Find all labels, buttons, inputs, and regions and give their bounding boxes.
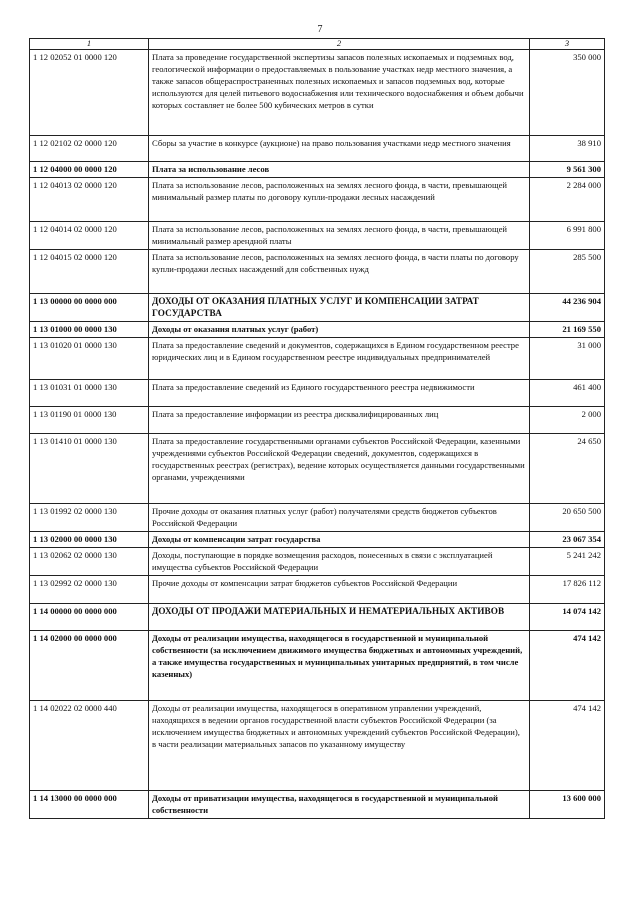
row-name-cell: Прочие доходы от компенсации затрат бюджетов субъектов Российской Федерации — [149, 576, 530, 604]
table-row — [30, 604, 605, 631]
row-sum-cell: 2 000 — [530, 407, 605, 434]
table-row — [30, 631, 605, 701]
table-row — [30, 407, 605, 434]
table-row — [30, 294, 605, 322]
table-row — [30, 338, 605, 380]
row-code-cell: 1 12 04000 00 0000 120 — [30, 162, 149, 178]
row-name-cell: ДОХОДЫ ОТ ОКАЗАНИЯ ПЛАТНЫХ УСЛУГ И КОМПЕНСАЦИИ ЗАТРАТ ГОСУДАРСТВА — [149, 294, 530, 322]
row-name-cell: Доходы от оказания платных услуг (работ) — [149, 322, 530, 338]
table-row — [30, 322, 605, 338]
row-name-cell: Плата за использование лесов, расположенных на землях лесного фонда, в части, превышающей минимальный размер арендной платы — [149, 222, 530, 250]
table-row — [30, 576, 605, 604]
row-code-cell: 1 13 02992 02 0000 130 — [30, 576, 149, 604]
row-name-cell: Плата за использование лесов, расположенных на землях лесного фонда, в части платы по договору купли-продажи лесных насаждений для собственных нужд — [149, 250, 530, 294]
row-sum-cell: 14 074 142 — [530, 604, 605, 631]
row-code-cell: 1 12 02102 02 0000 120 — [30, 136, 149, 162]
row-code-cell: 1 13 01410 01 0000 130 — [30, 434, 149, 504]
row-code-cell: 1 13 00000 00 0000 000 — [30, 294, 149, 322]
table-row — [30, 532, 605, 548]
row-sum-cell: 44 236 904 — [530, 294, 605, 322]
row-code-cell: 1 13 01000 00 0000 130 — [30, 322, 149, 338]
row-name-cell: Доходы, поступающие в порядке возмещения расходов, понесенных в связи с эксплуатацией имущества субъектов Российской Федерации — [149, 548, 530, 576]
row-name-cell: Прочие доходы от оказания платных услуг (работ) получателями средств бюджетов субъектов Российской Федерации — [149, 504, 530, 532]
column-number-name: 2 — [149, 39, 530, 50]
table-row — [30, 434, 605, 504]
row-sum-cell: 2 284 000 — [530, 178, 605, 222]
column-number-header-row — [30, 39, 605, 50]
table-row — [30, 136, 605, 162]
row-code-cell: 1 12 04013 02 0000 120 — [30, 178, 149, 222]
row-sum-cell: 20 650 500 — [530, 504, 605, 532]
row-code-cell: 1 13 01992 02 0000 130 — [30, 504, 149, 532]
row-code-cell: 1 13 01190 01 0000 130 — [30, 407, 149, 434]
row-code-cell: 1 14 13000 00 0000 000 — [30, 791, 149, 819]
row-name-cell: Плата за использование лесов, расположенных на землях лесного фонда, в части, превышающей минимальный размер платы по договору купли-продажи лесных насаждений — [149, 178, 530, 222]
table-row — [30, 250, 605, 294]
row-sum-cell: 17 826 112 — [530, 576, 605, 604]
row-sum-cell: 285 500 — [530, 250, 605, 294]
table-row — [30, 222, 605, 250]
row-sum-cell: 24 650 — [530, 434, 605, 504]
table-row — [30, 548, 605, 576]
row-sum-cell: 6 991 800 — [530, 222, 605, 250]
row-code-cell: 1 12 04015 02 0000 120 — [30, 250, 149, 294]
row-sum-cell: 38 910 — [530, 136, 605, 162]
row-sum-cell: 13 600 000 — [530, 791, 605, 819]
row-code-cell: 1 14 00000 00 0000 000 — [30, 604, 149, 631]
row-code-cell: 1 12 04014 02 0000 120 — [30, 222, 149, 250]
row-code-cell: 1 12 02052 01 0000 120 — [30, 50, 149, 136]
table-row — [30, 380, 605, 407]
page-number: 7 — [317, 24, 323, 35]
row-name-cell: Доходы от реализации имущества, находящегося в государственной и муниципальной собственности (за исключением движимого имущества бюджетных и автономных учреждений, а также имущества государственных и муниципальных унитарных предприятий, в том числе казенных) — [149, 631, 530, 701]
row-name-cell: Плата за использование лесов — [149, 162, 530, 178]
row-sum-cell: 5 241 242 — [530, 548, 605, 576]
table-row — [30, 162, 605, 178]
table-row — [30, 504, 605, 532]
column-number-sum: 3 — [530, 39, 605, 50]
row-sum-cell: 474 142 — [530, 631, 605, 701]
row-name-cell: Плата за предоставление сведений из Единого государственного реестра недвижимости — [149, 380, 530, 407]
row-name-cell: ДОХОДЫ ОТ ПРОДАЖИ МАТЕРИАЛЬНЫХ И НЕМАТЕРИАЛЬНЫХ АКТИВОВ — [149, 604, 530, 631]
table-row — [30, 791, 605, 819]
row-sum-cell: 461 400 — [530, 380, 605, 407]
row-code-cell: 1 13 02000 00 0000 130 — [30, 532, 149, 548]
row-sum-cell: 9 561 300 — [530, 162, 605, 178]
row-code-cell: 1 13 02062 02 0000 130 — [30, 548, 149, 576]
row-name-cell: Доходы от реализации имущества, находящегося в оперативном управлении учреждений, находящихся в ведении органов государственной власти субъектов Российской Федерации (за исключением имущества бюджетных и автономных учреждений субъектов Российской Федерации), в части реализации материальных запасов по указанному имуществу — [149, 701, 530, 791]
row-code-cell: 1 13 01031 01 0000 130 — [30, 380, 149, 407]
row-sum-cell: 350 000 — [530, 50, 605, 136]
budget-revenue-table — [29, 38, 605, 819]
row-name-cell: Плата за предоставление сведений и документов, содержащихся в Едином государственном реестре юридических лиц и в Едином государственном реестре индивидуальных предпринимателей — [149, 338, 530, 380]
table-row — [30, 701, 605, 791]
row-sum-cell: 474 142 — [530, 701, 605, 791]
row-sum-cell: 23 067 354 — [530, 532, 605, 548]
row-name-cell: Сборы за участие в конкурсе (аукционе) на право пользования участками недр местного значения — [149, 136, 530, 162]
row-name-cell: Доходы от приватизации имущества, находящегося в государственной и муниципальной собственности — [149, 791, 530, 819]
table-row — [30, 50, 605, 136]
row-code-cell: 1 14 02000 00 0000 000 — [30, 631, 149, 701]
row-name-cell: Плата за предоставление государственными органами субъектов Российской Федерации, казенными учреждениями субъектов Российской Федерации сведений, документов, содержащихся в государственных реестрах (регистрах), ведение которых осуществляется данными государственными органами, учреждениями — [149, 434, 530, 504]
table-row — [30, 178, 605, 222]
row-code-cell: 1 13 01020 01 0000 130 — [30, 338, 149, 380]
row-sum-cell: 21 169 550 — [530, 322, 605, 338]
row-name-cell: Плата за проведение государственной экспертизы запасов полезных ископаемых и подземных вод, геологической информации о предоставляемых в пользование участках недр местного значения, а также запасов общераспространенных полезных ископаемых и запасов подземных вод, которые используются для целей питьевого водоснабжения или технического водоснабжения и объем добычи которых составляет не более 500 кубических метров в сутки — [149, 50, 530, 136]
row-sum-cell: 31 000 — [530, 338, 605, 380]
row-code-cell: 1 14 02022 02 0000 440 — [30, 701, 149, 791]
column-number-code: 1 — [30, 39, 149, 50]
row-name-cell: Плата за предоставление информации из реестра дисквалифицированных лиц — [149, 407, 530, 434]
row-name-cell: Доходы от компенсации затрат государства — [149, 532, 530, 548]
